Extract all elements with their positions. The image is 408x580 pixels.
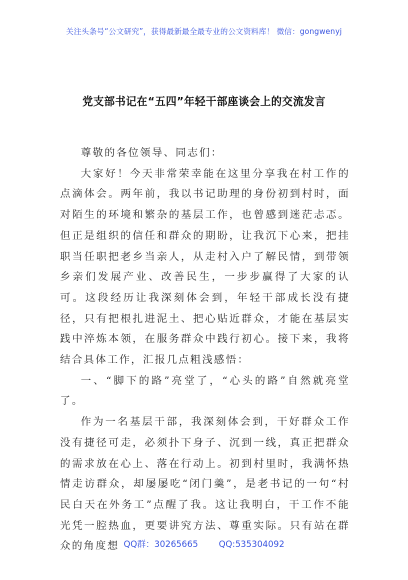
footer-contact [0,538,408,550]
document-body [60,143,350,557]
header-note: 关注头条号“公文研究”，获得最新最全最专业的公文资料库！ 微信：gongwenyj [66,27,342,36]
section-heading: 一、“脚下的路”亮堂了，“心头的路”自然就亮堂了。 [60,374,350,408]
footer-qq: QQ:535304092 [218,540,285,550]
intro-paragraph: 大家好！今天非常荣幸能在这里分享我在村工作的点滴体会。两年前，我以书记助理的身份初到村时，面对陌生的环境和繁杂的基层工作，也曾感到迷茫忐忑。但正是组织的信任和群众的期盼，让我沉下心来，把挂职当任职把老乡当亲人，从走村入户了解民情，到带领乡亲们发展产业、改善民生，一步步赢得了大家的认可。这段经历让我深刻体会到，年轻干部成长没有捷径，只有把根扎进泥土、把心贴近群众，才能在基层实践中淬炼本领，在服务群众中践行初心。接下来，我将结合具体工作，汇报几点粗浅感悟： [60,167,350,367]
document-title: 党支部书记在“五四”年轻干部座谈会上的交流发言 [82,96,326,108]
salutation-paragraph: 尊敬的各位领导、同志们： [80,147,223,159]
footer-qq-group: QQ群：30265665 [123,540,199,550]
body-paragraph: 作为一名基层干部，我深刻体会到，干好群众工作没有捷径可走，必须扑下身子、沉到一线，真正把群众的需求放在心上、落在行动上。初到村里时，我满怀热情走访群众，却屡屡吃“闭门羹”，是老书记的一句“村民白天在外务工”点醒了我。这让我明白，干工作不能光凭一腔热血，更要讲究方法、尊重实际。只有站在群众的角度想 [60,416,350,553]
